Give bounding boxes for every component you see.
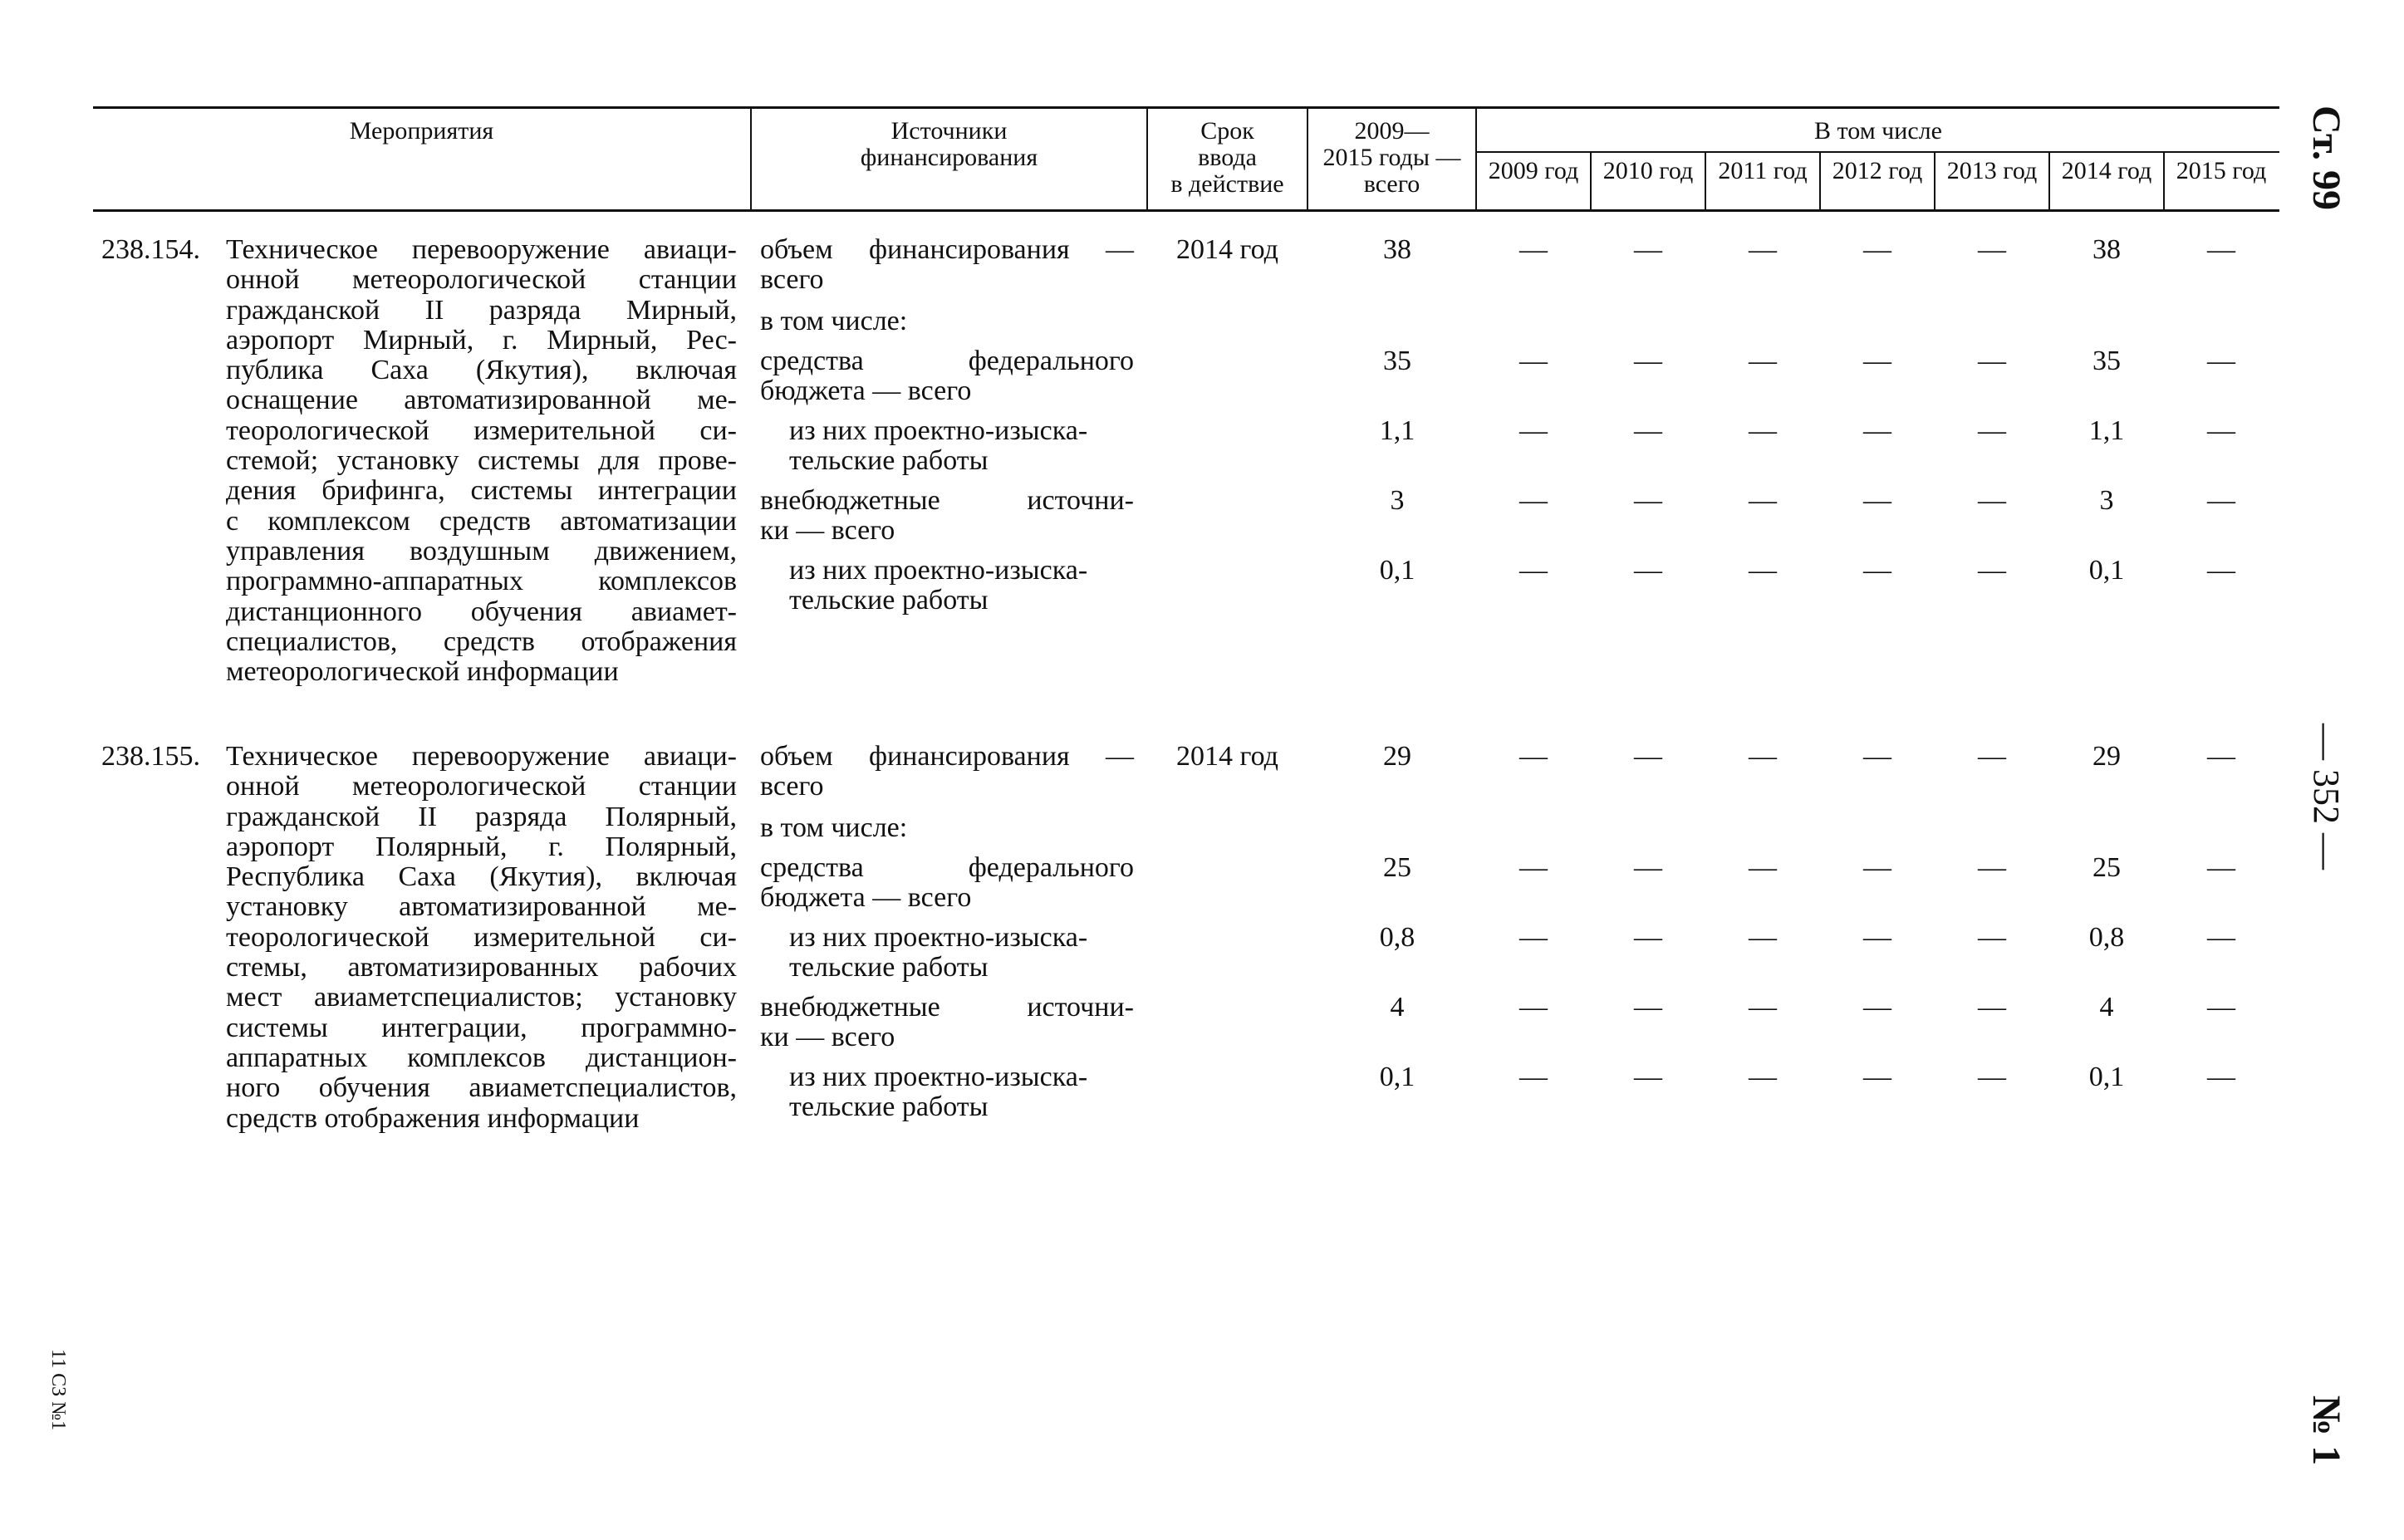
- description-line: установку автоматизированной ме-: [226, 891, 737, 923]
- description-line: теорологической измерительной си-: [226, 921, 737, 953]
- year-value: —: [1978, 741, 2006, 772]
- year-value: —: [1634, 852, 1662, 883]
- year-value: —: [2207, 741, 2235, 772]
- year-value: 25: [2092, 852, 2121, 883]
- year-value: —: [1749, 1062, 1777, 1092]
- year-value: 3: [2099, 485, 2114, 516]
- year-value: —: [1863, 555, 1891, 586]
- year-value: —: [1978, 485, 2006, 516]
- source-line: тельские работы: [789, 445, 989, 476]
- year-value: 0,8: [2088, 922, 2125, 953]
- year-value: —: [1863, 346, 1891, 376]
- year-value: —: [1749, 741, 1777, 772]
- year-header: 2009 год: [1488, 157, 1579, 184]
- header-total-line: 2009—: [1354, 117, 1430, 145]
- year-value: —: [1634, 922, 1662, 953]
- total-value: 38: [1383, 234, 1411, 265]
- description-line: аэропорт Полярный, г. Полярный,: [226, 831, 737, 862]
- year-value: —: [1978, 852, 2006, 883]
- description-line: дистанционного обучения авиамет-: [226, 596, 737, 627]
- year-value: —: [2207, 234, 2235, 265]
- print-mark: 11 СЗ №1: [47, 1348, 69, 1431]
- description-line: мест авиаметспециалистов; установку: [226, 982, 737, 1013]
- header-total-line: 2015 годы —: [1322, 144, 1461, 171]
- header-term-line: Срок: [1200, 117, 1254, 145]
- year-value: —: [1519, 992, 1548, 1023]
- description-line: с комплексом средств автоматизации: [226, 505, 737, 537]
- year-value: —: [2207, 346, 2235, 376]
- total-value: 4: [1390, 992, 1405, 1023]
- source-line: из них проектно-изыска-: [789, 415, 1088, 446]
- year-value: —: [2207, 485, 2235, 516]
- years-separator-rule: [1475, 151, 2279, 153]
- header-term-line: в действие: [1170, 170, 1284, 198]
- year-value: —: [1978, 234, 2006, 265]
- year-value: 0,1: [2088, 1062, 2125, 1092]
- year-value: —: [1978, 922, 2006, 953]
- year-value: 38: [2092, 234, 2121, 265]
- total-value: 3: [1390, 485, 1405, 516]
- header-total-line: всего: [1363, 170, 1420, 198]
- year-value: —: [1519, 741, 1548, 772]
- year-value: —: [1978, 346, 2006, 376]
- description-line: онной метеорологической станции: [226, 264, 737, 296]
- year-header: 2015 год: [2176, 157, 2267, 184]
- year-value: —: [2207, 555, 2235, 586]
- year-value: —: [1749, 992, 1777, 1023]
- description-line: оснащение автоматизированной ме-: [226, 385, 737, 416]
- header-top-rule: [93, 106, 2279, 109]
- year-value: —: [1863, 415, 1891, 446]
- source-line: средства федерального: [760, 346, 1134, 376]
- header-including: В том числе: [1814, 117, 1942, 145]
- page-number: — 352 —: [2306, 723, 2347, 870]
- year-value: —: [1634, 234, 1662, 265]
- description-line: системы интеграции, программно-: [226, 1012, 737, 1043]
- row-number: 238.154.: [101, 234, 200, 265]
- year-value: —: [1519, 922, 1548, 953]
- header-term: [1148, 118, 1307, 198]
- page-label: Ст. 99: [2304, 105, 2348, 210]
- description-line: метеорологической информации: [226, 656, 619, 688]
- source-line: бюджета — всего: [760, 882, 972, 913]
- description-line: Техническое перевооружение авиаци-: [226, 234, 737, 265]
- source-line: ки — всего: [760, 1022, 895, 1052]
- year-value: —: [1634, 555, 1662, 586]
- year-value: —: [1978, 415, 2006, 446]
- year-value: —: [1863, 234, 1891, 265]
- row-number: 238.155.: [101, 741, 200, 772]
- description-line: онной метеорологической станции: [226, 771, 737, 802]
- total-value: 35: [1383, 346, 1411, 376]
- description-line: гражданской II разряда Полярный,: [226, 801, 737, 832]
- year-value: —: [2207, 415, 2235, 446]
- year-value: —: [1863, 1062, 1891, 1092]
- year-header: 2013 год: [1946, 157, 2038, 184]
- year-value: —: [1519, 852, 1548, 883]
- year-value: —: [1863, 485, 1891, 516]
- year-value: 1,1: [2088, 415, 2125, 446]
- year-value: —: [1863, 992, 1891, 1023]
- description-line: аэропорт Мирный, г. Мирный, Рес-: [226, 324, 737, 356]
- row-description: [226, 742, 737, 1134]
- description-line: специалистов, средств отображения: [226, 625, 737, 657]
- header-sources-line: Источники: [890, 117, 1008, 145]
- year-value: —: [1749, 234, 1777, 265]
- source-line: объем финансирования —: [760, 234, 1134, 265]
- total-value: 1,1: [1379, 415, 1415, 446]
- description-line: стемы, автоматизированных рабочих: [226, 952, 737, 983]
- year-value: 35: [2092, 346, 2121, 376]
- year-value: —: [1749, 346, 1777, 376]
- year-value: —: [1634, 1062, 1662, 1092]
- description-line: Техническое перевооружение авиаци-: [226, 741, 737, 772]
- year-value: —: [1863, 922, 1891, 953]
- description-line: Республика Саха (Якутия), включая: [226, 861, 737, 893]
- description-line: теорологической измерительной си-: [226, 414, 737, 446]
- header-sources-line: финансирования: [860, 144, 1038, 171]
- source-line: внебюджетные источни-: [760, 992, 1134, 1023]
- source-line: объем финансирования —: [760, 741, 1134, 772]
- description-line: средств отображения информации: [226, 1102, 640, 1134]
- total-value: 0,1: [1379, 1062, 1415, 1092]
- row-term: 2014 год: [1176, 234, 1278, 265]
- year-header: 2014 год: [2061, 157, 2152, 184]
- year-value: —: [2207, 852, 2235, 883]
- row-term: 2014 год: [1176, 741, 1278, 772]
- header-sources: [752, 118, 1146, 171]
- year-value: —: [2207, 1062, 2235, 1092]
- total-value: 0,8: [1379, 922, 1415, 953]
- description-line: стемой; установку системы для прове-: [226, 445, 737, 477]
- source-line: всего: [760, 771, 824, 802]
- year-value: —: [1519, 1062, 1548, 1092]
- source-line: тельские работы: [789, 585, 989, 616]
- source-line: в том числе:: [760, 812, 908, 843]
- year-value: —: [2207, 992, 2235, 1023]
- year-value: —: [1519, 415, 1548, 446]
- source-line: из них проектно-изыска-: [789, 1062, 1088, 1092]
- year-value: —: [1863, 741, 1891, 772]
- description-line: управления воздушным движением,: [226, 535, 737, 566]
- year-value: 0,1: [2088, 555, 2125, 586]
- year-value: —: [1749, 415, 1777, 446]
- header-bottom-rule: [93, 209, 2279, 212]
- year-value: —: [1634, 741, 1662, 772]
- source-line: тельские работы: [789, 1091, 989, 1122]
- year-value: —: [1634, 485, 1662, 516]
- source-line: из них проектно-изыска-: [789, 555, 1088, 586]
- year-value: —: [1519, 485, 1548, 516]
- source-line: бюджета — всего: [760, 375, 972, 406]
- year-value: —: [1749, 922, 1777, 953]
- description-line: дения брифинга, системы интеграции: [226, 475, 737, 507]
- year-value: —: [1519, 346, 1548, 376]
- year-value: 4: [2099, 992, 2114, 1023]
- year-value: —: [1634, 415, 1662, 446]
- year-value: —: [2207, 922, 2235, 953]
- source-line: средства федерального: [760, 852, 1134, 883]
- issue-number: № 1: [2304, 1395, 2348, 1466]
- header-term-line: ввода: [1198, 144, 1257, 171]
- year-value: —: [1863, 852, 1891, 883]
- source-line: ки — всего: [760, 515, 895, 546]
- year-value: —: [1519, 234, 1548, 265]
- year-value: —: [1634, 992, 1662, 1023]
- total-value: 25: [1383, 852, 1411, 883]
- description-line: гражданской II разряда Мирный,: [226, 294, 737, 326]
- description-line: аппаратных комплексов дистанцион-: [226, 1042, 737, 1073]
- description-line: программно-аппаратных комплексов: [226, 566, 737, 597]
- source-line: в том числе:: [760, 306, 908, 336]
- year-value: —: [1749, 555, 1777, 586]
- total-value: 0,1: [1379, 555, 1415, 586]
- total-value: 29: [1383, 741, 1411, 772]
- year-header: 2011 год: [1718, 157, 1808, 184]
- year-value: —: [1749, 852, 1777, 883]
- year-value: 29: [2092, 741, 2121, 772]
- source-line: из них проектно-изыска-: [789, 922, 1088, 953]
- year-value: —: [1978, 1062, 2006, 1092]
- description-line: ного обучения авиаметспециалистов,: [226, 1072, 737, 1104]
- year-value: —: [1749, 485, 1777, 516]
- header-measures: Мероприятия: [349, 117, 494, 145]
- year-header: 2010 год: [1602, 157, 1694, 184]
- source-line: всего: [760, 264, 824, 295]
- source-line: внебюджетные источни-: [760, 485, 1134, 516]
- year-header: 2012 год: [1832, 157, 1923, 184]
- year-value: —: [1519, 555, 1548, 586]
- year-value: —: [1978, 992, 2006, 1023]
- description-line: публика Саха (Якутия), включая: [226, 355, 737, 386]
- year-value: —: [1978, 555, 2006, 586]
- year-value: —: [1634, 346, 1662, 376]
- row-description: [226, 235, 737, 687]
- source-line: тельские работы: [789, 952, 989, 983]
- header-total: [1308, 118, 1475, 198]
